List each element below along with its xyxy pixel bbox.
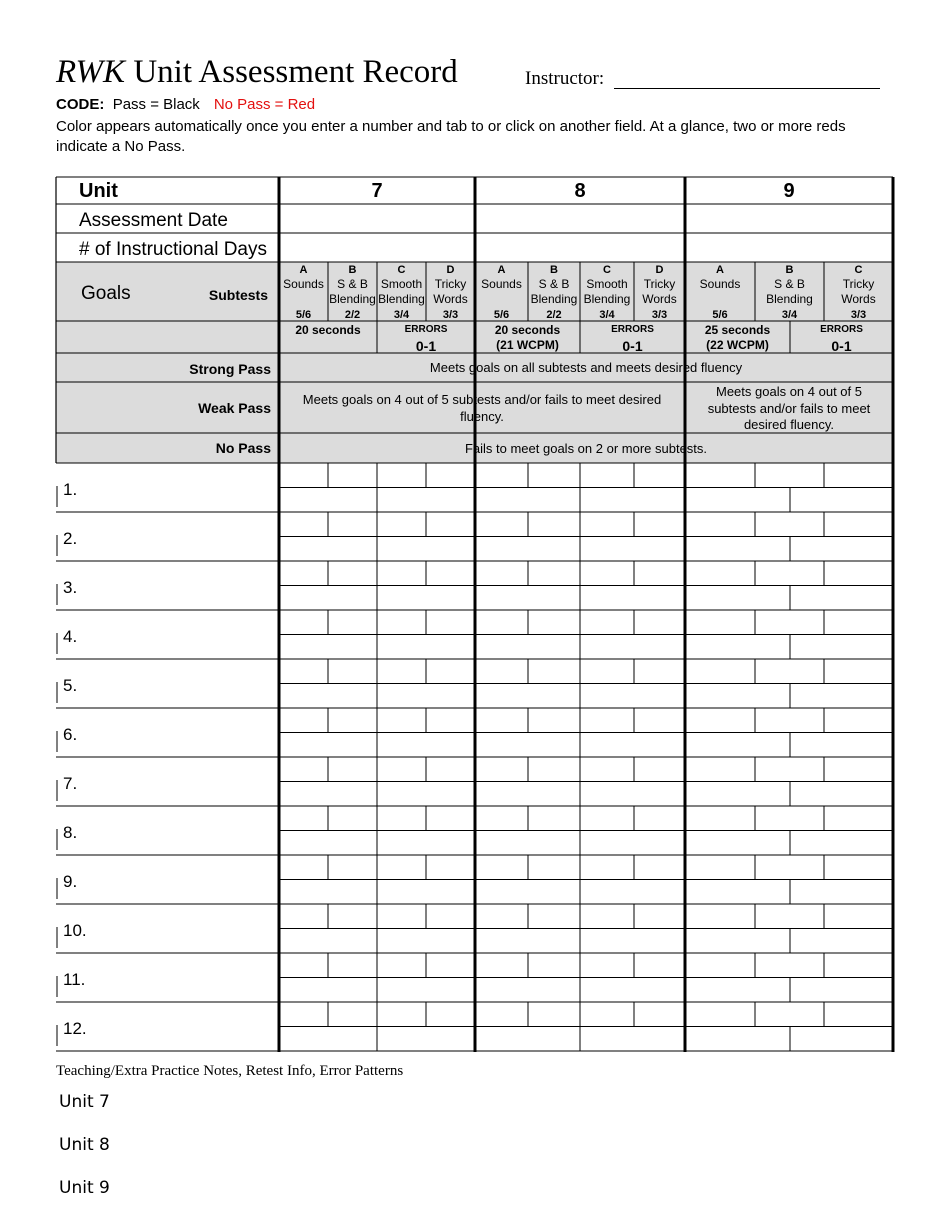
errors-label: ERRORS	[404, 324, 448, 335]
score-cell[interactable]	[756, 513, 823, 536]
weak-pass-criteria: Meets goals on 4 out of 5 subtests and/or fails to meet desired	[302, 392, 662, 407]
score-cell[interactable]	[427, 611, 474, 634]
score-cell[interactable]	[329, 562, 376, 585]
score-cell[interactable]	[378, 611, 425, 634]
fluency-cell[interactable]	[791, 587, 892, 610]
score-cell[interactable]	[280, 660, 327, 683]
errors-goal: 0-1	[622, 338, 643, 354]
score-cell[interactable]	[529, 709, 579, 732]
subtest-name: Sounds	[481, 277, 522, 291]
fluency-goal: 20 seconds	[295, 323, 361, 337]
fluency-cell[interactable]	[280, 1028, 376, 1051]
code-label: CODE:	[56, 96, 105, 113]
fluency-cell[interactable]	[280, 587, 376, 610]
fluency-cell[interactable]	[378, 881, 474, 904]
fluency-cell[interactable]	[791, 636, 892, 659]
score-cell[interactable]	[756, 758, 823, 781]
fluency-cell[interactable]	[476, 832, 579, 855]
title-rest: Unit Assessment Record	[125, 54, 458, 90]
fluency-cell[interactable]	[581, 979, 684, 1002]
subtest-goal: 5/6	[295, 309, 312, 321]
score-cell[interactable]	[756, 660, 823, 683]
fluency-cell[interactable]	[476, 538, 579, 561]
score-cell[interactable]	[476, 709, 527, 732]
subtest-letter: A	[299, 264, 308, 276]
score-cell[interactable]	[635, 954, 684, 977]
instructions-text: Color appears automatically once you enter a number and tab to or click on another field. At a glance, two or more reds indicate a No Pass.	[56, 118, 846, 155]
score-cell[interactable]	[280, 709, 327, 732]
fluency-cell[interactable]	[476, 979, 579, 1002]
score-cell[interactable]	[756, 464, 823, 487]
fluency-cell[interactable]	[791, 881, 892, 904]
score-cell[interactable]	[581, 954, 633, 977]
nopass-code: No Pass = Red	[213, 96, 316, 113]
score-cell[interactable]	[825, 660, 892, 683]
score-cell[interactable]	[635, 1003, 684, 1026]
fluency-cell[interactable]	[280, 881, 376, 904]
score-cell[interactable]	[825, 954, 892, 977]
score-cell[interactable]	[476, 758, 527, 781]
score-cell[interactable]	[756, 905, 823, 928]
subtest-goal: 2/2	[546, 309, 562, 321]
subtest-name: Tricky	[842, 277, 875, 291]
subtest-goal: 3/4	[781, 309, 798, 321]
score-cell[interactable]	[476, 464, 527, 487]
score-cell[interactable]	[529, 758, 579, 781]
fluency-cell[interactable]	[686, 636, 789, 659]
score-cell[interactable]	[529, 562, 579, 585]
fluency-cell[interactable]	[791, 979, 892, 1002]
score-cell[interactable]	[529, 905, 579, 928]
weak-pass-criteria-unit9: desired fluency.	[743, 417, 835, 432]
score-cell[interactable]	[329, 709, 376, 732]
fluency-cell[interactable]	[378, 489, 474, 512]
subtest-goal: 3/3	[442, 309, 459, 321]
fluency-cell[interactable]	[581, 636, 684, 659]
score-cell[interactable]	[825, 807, 892, 830]
subtest-goal: 3/4	[599, 309, 615, 321]
fluency-cell[interactable]	[686, 734, 789, 757]
score-cell[interactable]	[280, 464, 327, 487]
score-cell[interactable]	[581, 513, 633, 536]
fluency-cell[interactable]	[686, 1028, 789, 1051]
score-cell[interactable]	[280, 513, 327, 536]
fluency-cell[interactable]	[476, 783, 579, 806]
score-cell[interactable]	[476, 611, 527, 634]
score-cell[interactable]	[581, 611, 633, 634]
fluency-cell[interactable]	[686, 832, 789, 855]
student-number: 12.	[63, 1019, 87, 1038]
notes-unit-9[interactable]: Unit 9	[59, 1178, 110, 1198]
fluency-goal: 20 seconds	[494, 323, 561, 337]
score-cell[interactable]	[378, 709, 425, 732]
unit-number: 9	[783, 180, 795, 202]
score-cell[interactable]	[329, 513, 376, 536]
score-cell[interactable]	[529, 464, 579, 487]
subtest-name: Blending	[329, 292, 376, 306]
fluency-cell[interactable]	[378, 979, 474, 1002]
score-cell[interactable]	[280, 954, 327, 977]
score-cell[interactable]	[635, 856, 684, 879]
weak-pass-label: Weak Pass	[198, 400, 271, 416]
fluency-cell[interactable]	[581, 881, 684, 904]
score-cell[interactable]	[635, 562, 684, 585]
score-cell[interactable]	[280, 758, 327, 781]
score-cell[interactable]	[686, 464, 754, 487]
score-cell[interactable]	[581, 856, 633, 879]
subtest-goal: 3/3	[651, 309, 668, 321]
fluency-cell[interactable]	[378, 538, 474, 561]
fluency-cell[interactable]	[280, 783, 376, 806]
score-cell[interactable]	[825, 856, 892, 879]
fluency-cell[interactable]	[378, 636, 474, 659]
score-cell[interactable]	[329, 954, 376, 977]
fluency-cell[interactable]	[280, 734, 376, 757]
subtest-name: Words	[642, 292, 677, 306]
score-cell[interactable]	[635, 611, 684, 634]
weak-pass-criteria: fluency.	[460, 409, 504, 424]
score-cell[interactable]	[529, 954, 579, 977]
fluency-goal: 25 seconds	[704, 323, 771, 337]
subtest-name: Sounds	[699, 277, 741, 291]
subtest-name: Blending	[766, 292, 813, 306]
score-cell[interactable]	[686, 562, 754, 585]
score-cell[interactable]	[581, 807, 633, 830]
fluency-cell[interactable]	[581, 1028, 684, 1051]
student-number: 11.	[63, 970, 86, 989]
fluency-cell[interactable]	[476, 1028, 579, 1051]
score-cell[interactable]	[635, 807, 684, 830]
fluency-cell[interactable]	[791, 538, 892, 561]
score-cell[interactable]	[476, 513, 527, 536]
score-cell[interactable]	[329, 856, 376, 879]
fluency-cell[interactable]	[378, 587, 474, 610]
fluency-cell[interactable]	[791, 930, 892, 953]
no-pass-label: No Pass	[215, 440, 271, 456]
score-cell[interactable]	[476, 562, 527, 585]
student-number: 4.	[63, 627, 78, 646]
subtest-goal: 3/4	[393, 309, 410, 321]
fluency-cell[interactable]	[280, 832, 376, 855]
student-number: 10.	[63, 921, 87, 940]
score-cell[interactable]	[427, 856, 474, 879]
score-cell[interactable]	[529, 660, 579, 683]
subtest-goal: 3/3	[850, 309, 867, 321]
score-cell[interactable]	[378, 1003, 425, 1026]
score-cell[interactable]	[635, 758, 684, 781]
strong-pass-criteria: Meets goals on all subtests and meets desired fluency	[429, 360, 743, 375]
subtest-letter: B	[785, 264, 794, 276]
fluency-cell[interactable]	[581, 489, 684, 512]
score-cell[interactable]	[476, 1003, 527, 1026]
score-cell[interactable]	[581, 1003, 633, 1026]
subtest-name: Smooth	[380, 277, 423, 291]
fluency-cell[interactable]	[791, 489, 892, 512]
score-cell[interactable]	[427, 513, 474, 536]
score-cell[interactable]	[329, 1003, 376, 1026]
score-cell[interactable]	[280, 562, 327, 585]
score-cell[interactable]	[825, 758, 892, 781]
fluency-cell[interactable]	[476, 636, 579, 659]
student-number: 2.	[63, 529, 78, 548]
score-cell[interactable]	[686, 954, 754, 977]
instructor-label: Instructor:	[525, 68, 605, 89]
score-cell[interactable]	[378, 660, 425, 683]
title-rwk: RWK	[56, 54, 126, 90]
score-cell[interactable]	[280, 807, 327, 830]
subtest-name: S & B	[774, 277, 805, 291]
subtest-name: Sounds	[283, 277, 324, 291]
weak-pass-criteria-unit9: subtests and/or fails to meet	[707, 401, 871, 416]
notes-unit-7[interactable]: Unit 7	[59, 1092, 110, 1112]
fluency-cell[interactable]	[791, 783, 892, 806]
score-cell[interactable]	[635, 464, 684, 487]
score-cell[interactable]	[825, 709, 892, 732]
score-cell[interactable]	[427, 464, 474, 487]
score-cell[interactable]	[756, 562, 823, 585]
subtest-letter: A	[716, 264, 724, 276]
fluency-cell[interactable]	[280, 636, 376, 659]
score-cell[interactable]	[427, 807, 474, 830]
instructional-days-label: # of Instructional Days	[79, 239, 267, 260]
score-cell[interactable]	[427, 905, 474, 928]
score-cell[interactable]	[581, 660, 633, 683]
score-cell[interactable]	[378, 758, 425, 781]
score-cell[interactable]	[686, 1003, 754, 1026]
score-cell[interactable]	[635, 709, 684, 732]
score-cell[interactable]	[378, 464, 425, 487]
subtest-letter: A	[497, 264, 506, 276]
subtest-name: S & B	[538, 277, 570, 291]
score-cell[interactable]	[280, 856, 327, 879]
score-cell[interactable]	[635, 905, 684, 928]
fluency-cell[interactable]	[476, 881, 579, 904]
student-number: 7.	[63, 774, 78, 793]
errors-goal: 0-1	[831, 338, 852, 354]
fluency-cell[interactable]	[581, 587, 684, 610]
subtest-letter: B	[348, 264, 357, 276]
score-cell[interactable]	[476, 856, 527, 879]
fluency-cell[interactable]	[581, 734, 684, 757]
score-cell[interactable]	[756, 954, 823, 977]
score-cell[interactable]	[686, 709, 754, 732]
score-cell[interactable]	[686, 807, 754, 830]
score-cell[interactable]	[476, 905, 527, 928]
fluency-cell[interactable]	[581, 685, 684, 708]
pass-code: Pass = Black	[112, 96, 200, 113]
fluency-cell[interactable]	[280, 685, 376, 708]
fluency-cell[interactable]	[476, 489, 579, 512]
fluency-cell[interactable]	[581, 832, 684, 855]
fluency-cell[interactable]	[581, 783, 684, 806]
score-cell[interactable]	[427, 1003, 474, 1026]
score-cell[interactable]	[378, 513, 425, 536]
subtest-letter: B	[550, 264, 558, 276]
student-number: 3.	[63, 578, 78, 597]
fluency-cell[interactable]	[686, 538, 789, 561]
score-cell[interactable]	[756, 709, 823, 732]
score-cell[interactable]	[825, 562, 892, 585]
score-cell[interactable]	[581, 464, 633, 487]
subtest-name: Blending	[530, 292, 578, 306]
subtest-letter: C	[603, 264, 611, 276]
score-cell[interactable]	[427, 660, 474, 683]
score-cell[interactable]	[329, 758, 376, 781]
notes-unit-8[interactable]: Unit 8	[59, 1135, 110, 1155]
score-cell[interactable]	[280, 611, 327, 634]
fluency-cell[interactable]	[686, 489, 789, 512]
score-cell[interactable]	[581, 905, 633, 928]
score-cell[interactable]	[756, 807, 823, 830]
score-cell[interactable]	[529, 807, 579, 830]
strong-pass-label: Strong Pass	[189, 361, 271, 377]
unit-number: 8	[574, 180, 586, 202]
score-cell[interactable]	[635, 513, 684, 536]
score-cell[interactable]	[329, 464, 376, 487]
score-cell[interactable]	[686, 856, 754, 879]
subtest-goal: 5/6	[712, 309, 728, 321]
subtests-label: Subtests	[208, 287, 268, 303]
fluency-cell[interactable]	[476, 587, 579, 610]
score-cell[interactable]	[756, 611, 823, 634]
fluency-cell[interactable]	[280, 979, 376, 1002]
subtest-goal: 5/6	[493, 309, 510, 321]
score-cell[interactable]	[756, 856, 823, 879]
score-cell[interactable]	[427, 562, 474, 585]
score-cell[interactable]	[378, 905, 425, 928]
score-cell[interactable]	[529, 513, 579, 536]
score-cell[interactable]	[581, 758, 633, 781]
score-cell[interactable]	[635, 660, 684, 683]
score-cell[interactable]	[756, 1003, 823, 1026]
errors-label: ERRORS	[820, 324, 863, 335]
fluency-cell[interactable]	[280, 930, 376, 953]
errors-label: ERRORS	[611, 324, 654, 335]
subtest-name: Tricky	[434, 277, 467, 291]
no-pass-criteria: Fails to meet goals on 2 or more subtests.	[464, 441, 708, 456]
subtest-letter: D	[655, 264, 664, 276]
fluency-cell[interactable]	[686, 587, 789, 610]
score-cell[interactable]	[825, 611, 892, 634]
score-cell[interactable]	[378, 856, 425, 879]
student-number: 5.	[63, 676, 78, 695]
score-cell[interactable]	[476, 660, 527, 683]
weak-pass-criteria-unit9: Meets goals on 4 out of 5	[716, 384, 862, 399]
subtest-name: Blending	[583, 292, 631, 306]
fluency-cell[interactable]	[378, 930, 474, 953]
score-cell[interactable]	[686, 611, 754, 634]
fluency-cell[interactable]	[791, 734, 892, 757]
subtest-name: Words	[433, 292, 468, 306]
student-number: 1.	[63, 480, 78, 499]
score-cell[interactable]	[378, 954, 425, 977]
score-cell[interactable]	[686, 758, 754, 781]
score-cell[interactable]	[581, 562, 633, 585]
subtest-name: Smooth	[586, 277, 628, 291]
assessment-date-label: Assessment Date	[79, 210, 228, 231]
fluency-cell[interactable]	[476, 734, 579, 757]
student-number: 9.	[63, 872, 78, 891]
subtest-goal: 2/2	[344, 309, 361, 321]
fluency-cell[interactable]	[686, 979, 789, 1002]
subtest-letter: C	[397, 264, 406, 276]
subtest-letter: D	[446, 264, 455, 276]
score-cell[interactable]	[686, 905, 754, 928]
score-cell[interactable]	[378, 562, 425, 585]
score-cell[interactable]	[476, 807, 527, 830]
subtest-name: Blending	[378, 292, 425, 306]
score-cell[interactable]	[825, 905, 892, 928]
score-cell[interactable]	[825, 1003, 892, 1026]
score-cell[interactable]	[529, 1003, 579, 1026]
fluency-cell[interactable]	[581, 930, 684, 953]
unit-number: 7	[371, 180, 383, 202]
score-cell[interactable]	[581, 709, 633, 732]
student-number: 8.	[63, 823, 78, 842]
score-cell[interactable]	[427, 709, 474, 732]
fluency-cell[interactable]	[378, 832, 474, 855]
errors-goal: 0-1	[415, 338, 437, 354]
score-cell[interactable]	[427, 954, 474, 977]
fluency-cell[interactable]	[378, 783, 474, 806]
fluency-cell[interactable]	[686, 881, 789, 904]
fluency-cell[interactable]	[280, 489, 376, 512]
score-cell[interactable]	[529, 856, 579, 879]
fluency-cell[interactable]	[280, 538, 376, 561]
goals-label: Goals	[81, 283, 131, 304]
score-cell[interactable]	[476, 954, 527, 977]
fluency-cell[interactable]	[476, 685, 579, 708]
unit-label: Unit	[79, 180, 118, 202]
score-cell[interactable]	[686, 513, 754, 536]
score-cell[interactable]	[329, 611, 376, 634]
score-cell[interactable]	[427, 758, 474, 781]
score-cell[interactable]	[280, 1003, 327, 1026]
fluency-cell[interactable]	[476, 930, 579, 953]
fluency-cell[interactable]	[686, 685, 789, 708]
score-cell[interactable]	[329, 660, 376, 683]
score-cell[interactable]	[329, 807, 376, 830]
fluency-wcpm: (21 WCPM)	[496, 338, 559, 352]
fluency-cell[interactable]	[686, 783, 789, 806]
score-cell[interactable]	[329, 905, 376, 928]
score-cell[interactable]	[378, 807, 425, 830]
subtest-letter: C	[854, 264, 863, 276]
score-cell[interactable]	[529, 611, 579, 634]
fluency-cell[interactable]	[378, 1028, 474, 1051]
fluency-cell[interactable]	[378, 734, 474, 757]
notes-title: Teaching/Extra Practice Notes, Retest Info, Error Patterns	[56, 1063, 404, 1079]
student-number: 6.	[63, 725, 78, 744]
score-cell[interactable]	[825, 513, 892, 536]
subtest-name: Tricky	[643, 277, 676, 291]
score-cell[interactable]	[280, 905, 327, 928]
fluency-cell[interactable]	[378, 685, 474, 708]
fluency-cell[interactable]	[686, 930, 789, 953]
score-cell[interactable]	[825, 464, 892, 487]
fluency-wcpm: (22 WCPM)	[706, 338, 769, 352]
fluency-cell[interactable]	[791, 832, 892, 855]
subtest-name: Words	[841, 292, 876, 306]
fluency-cell[interactable]	[791, 1028, 892, 1051]
fluency-cell[interactable]	[791, 685, 892, 708]
subtest-name: S & B	[337, 277, 368, 291]
score-cell[interactable]	[686, 660, 754, 683]
fluency-cell[interactable]	[581, 538, 684, 561]
